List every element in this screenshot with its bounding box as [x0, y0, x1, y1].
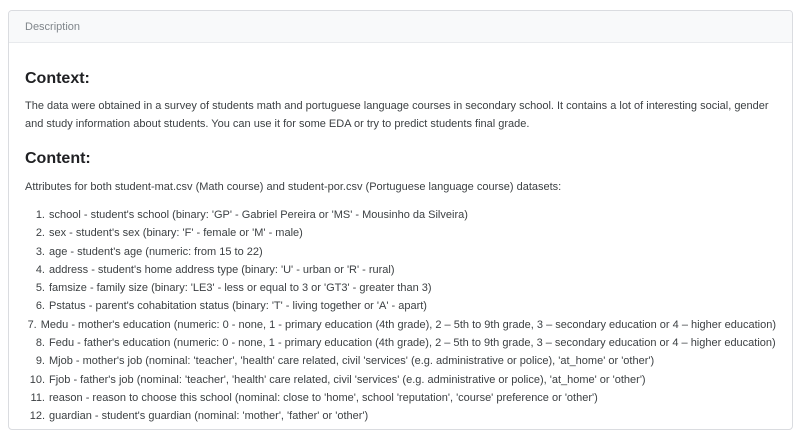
list-item-text: age - student's age (numeric: from 15 to 22)	[49, 245, 263, 258]
list-item	[25, 371, 776, 389]
list-item	[25, 297, 776, 315]
list-item-number: 12.	[29, 410, 45, 423]
list-item-number: 7.	[27, 318, 37, 331]
list-item-text: address - student's home address type (binary: 'U' - urban or 'R' - rural)	[49, 263, 395, 276]
list-item	[25, 279, 776, 297]
list-item-number: 4.	[35, 263, 45, 276]
list-item	[25, 206, 776, 224]
list-item	[25, 334, 776, 352]
list-item-text: reason - reason to choose this school (nominal: close to 'home', school 'reputation', 'course' preference or 'other')	[49, 391, 598, 404]
list-item-number: 3.	[35, 245, 45, 258]
list-item	[25, 243, 776, 261]
content-intro: Attributes for both student-mat.csv (Math course) and student-por.csv (Portuguese language course) datasets:	[25, 181, 562, 193]
list-item	[25, 316, 776, 334]
list-item-number: 11.	[30, 391, 45, 404]
list-item-text: sex - student's sex (binary: 'F' - female or 'M' - male)	[49, 227, 303, 240]
list-item	[25, 407, 776, 425]
list-item-number: 1.	[35, 209, 45, 221]
panel-header-label: Description	[25, 20, 81, 33]
list-item-number: 6.	[35, 300, 45, 313]
attribute-list	[25, 206, 776, 426]
list-item-text: Fjob - father's job (nominal: 'teacher', 'health' care related, civil 'services' (e.g. administrative or police), 'at_home' or 'other')	[49, 373, 646, 386]
list-item-number: 10.	[29, 373, 45, 386]
list-item-text: Mjob - mother's job (nominal: 'teacher', 'health' care related, civil 'services' (e.g. administrative or police), 'at_home' or 'other')	[49, 355, 655, 368]
context-paragraph: The data were obtained in a survey of students math and portuguese language courses in secondary school. It contains a lot of interesting social, gender and study information about students. You can use it for some EDA or try to predict students final grade.	[25, 100, 769, 130]
list-item-text: school - student's school (binary: 'GP' - Gabriel Pereira or 'MS' - Mousinho da Silveira)	[49, 209, 468, 221]
list-item-text: famsize - family size (binary: 'LE3' - less or equal to 3 or 'GT3' - greater than 3)	[49, 282, 432, 295]
description-panel	[8, 10, 793, 430]
list-item-text: Medu - mother's education (numeric: 0 - none, 1 - primary education (4th grade), 2 – 5th to 9th grade, 3 – secondary education or 4 – higher education)	[40, 318, 776, 331]
list-item-number: 5.	[35, 282, 45, 295]
list-item	[25, 261, 776, 279]
context-heading: Context:	[25, 70, 90, 87]
list-item-text: guardian - student's guardian (nominal: 'mother', 'father' or 'other')	[49, 410, 369, 423]
list-item-number: 8.	[35, 337, 45, 350]
panel-header	[9, 11, 792, 43]
list-item	[25, 224, 776, 242]
list-item-number: 9.	[35, 355, 45, 368]
content-heading: Content:	[25, 150, 91, 167]
list-item-text: Fedu - father's education (numeric: 0 - none, 1 - primary education (4th grade), 2 – 5th to 9th grade, 3 – secondary education or 4 – higher education)	[49, 337, 776, 350]
list-item-number: 2.	[35, 227, 45, 240]
list-item	[25, 352, 776, 370]
list-item-text: Pstatus - parent's cohabitation status (binary: 'T' - living together or 'A' - apart)	[49, 300, 427, 313]
panel-body	[9, 70, 792, 426]
